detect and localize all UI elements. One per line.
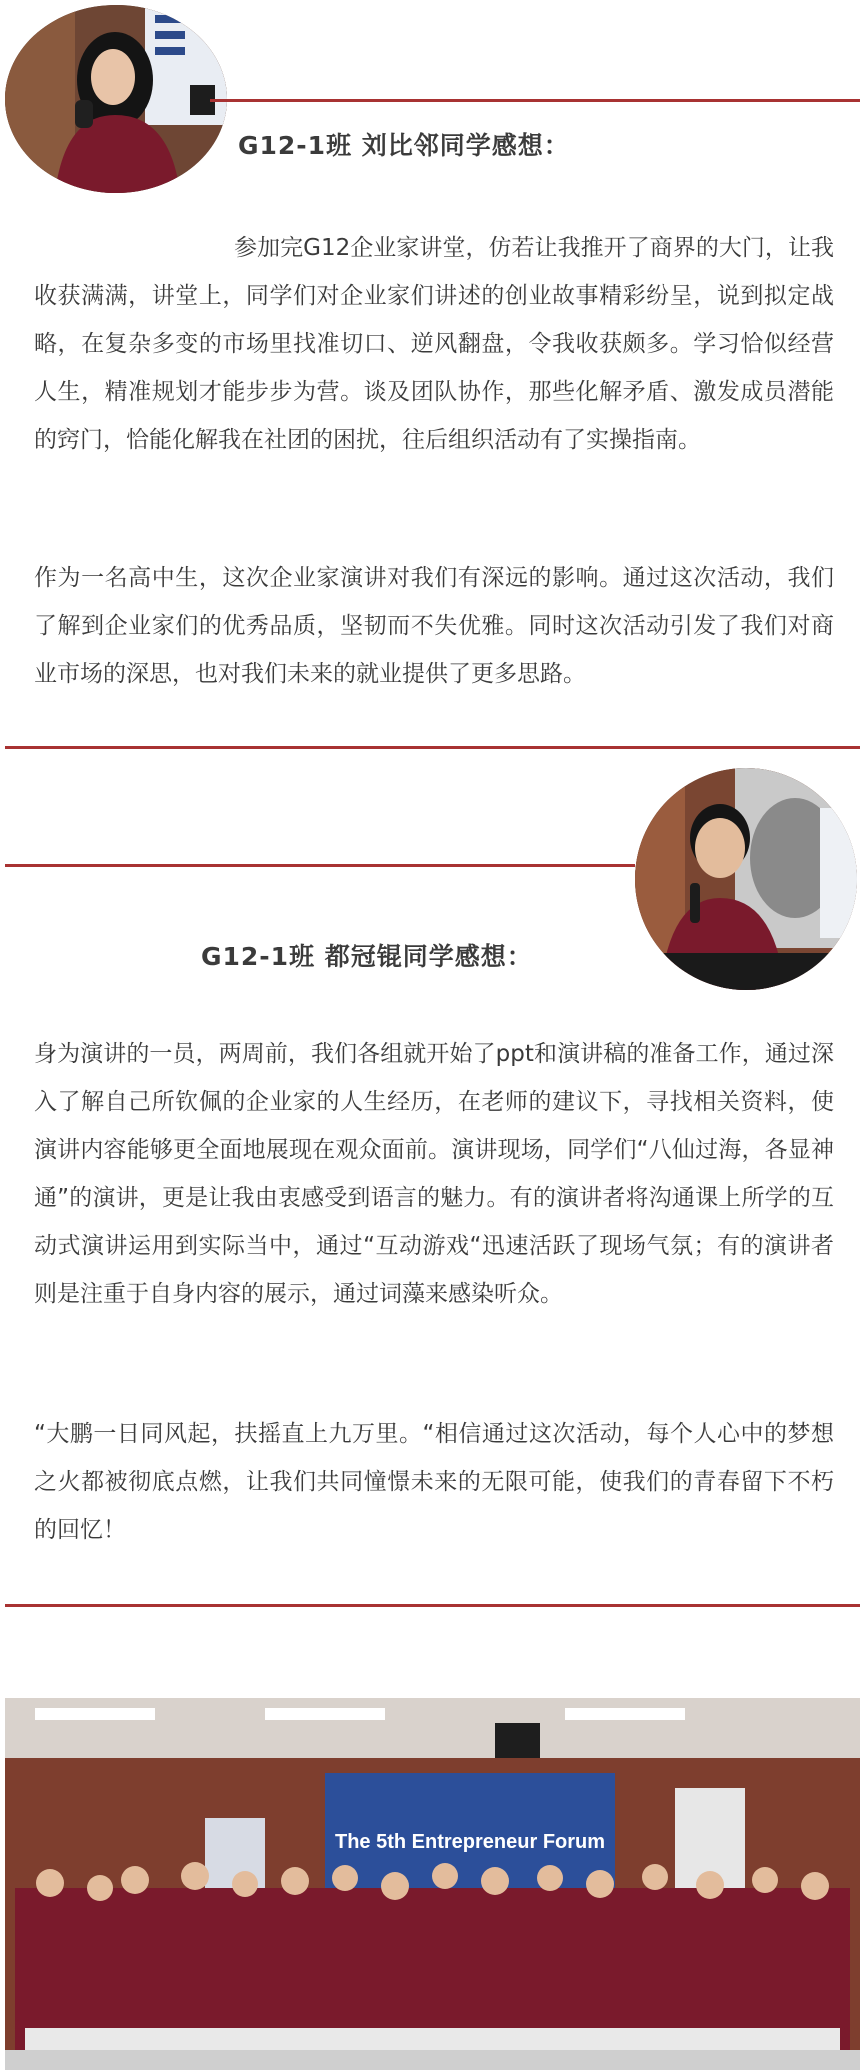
speaker-image — [5, 5, 227, 193]
screen-text: The 5th Entrepreneur Forum — [335, 1831, 606, 1853]
group-photo — [5, 1698, 860, 2070]
student-photo-du — [635, 768, 857, 990]
section-divider-2 — [5, 1604, 860, 1607]
section2-paragraph-1: 身为演讲的一员，两周前，我们各组就开始了ppt和演讲稿的准备工作，通过深入了解自己所钦佩的企业家的人生经历，在老师的建议下，寻找相关资料，使演讲内容能够更全面地展现在观众面前。演讲现场，同学们“八仙过海，各显神通”的演讲，更是让我由衷感受到语言的魅力。有的演讲者将沟通课上所学的互动式演讲运用到实际当中，通过“互动游戏“迅速活跃了现场气氛；有的演讲者则是注重于自身内容的展示，通过词藻来感染听众。 — [34, 1041, 834, 1307]
heading-underline-2 — [5, 864, 635, 867]
section2-paragraph-2: “大鹏一日同风起，扶摇直上九万里。“相信通过这次活动，每个人心中的梦想之火都被彻底点燃，让我们共同憧憬未来的无限可能，使我们的青春留下不朽的回忆！ — [34, 1421, 834, 1543]
section-divider-1 — [5, 746, 860, 749]
group-photo-image — [5, 1698, 860, 2070]
section1-paragraph-2: 作为一名高中生，这次企业家演讲对我们有深远的影响。通过这次活动，我们了解到企业家们的优秀品质，坚韧而不失优雅。同时这次活动引发了我们对商业市场的深思，也对我们未来的就业提供了更多思路。 — [34, 565, 834, 687]
heading-underline-1 — [210, 99, 860, 102]
student-photo-liu — [5, 5, 227, 193]
section2-heading: G12-1班 都冠锟同学感想： — [201, 942, 533, 971]
speaker-image — [635, 768, 857, 990]
section1-heading: G12-1班 刘比邻同学感想： — [238, 131, 570, 160]
section1-paragraph-1: 参加完G12企业家讲堂，仿若让我推开了商界的大门，让我收获满满，讲堂上，同学们对企业家们讲述的创业故事精彩纷呈，说到拟定战略，在复杂多变的市场里找准切口、逆风翻盘，令我收获颇多。学习恰似经营人生，精准规划才能步步为营。谈及团队协作，那些化解矛盾、激发成员潜能的窍门，恰能化解我在社团的困扰，往后组织活动有了实操指南。 — [34, 235, 834, 453]
